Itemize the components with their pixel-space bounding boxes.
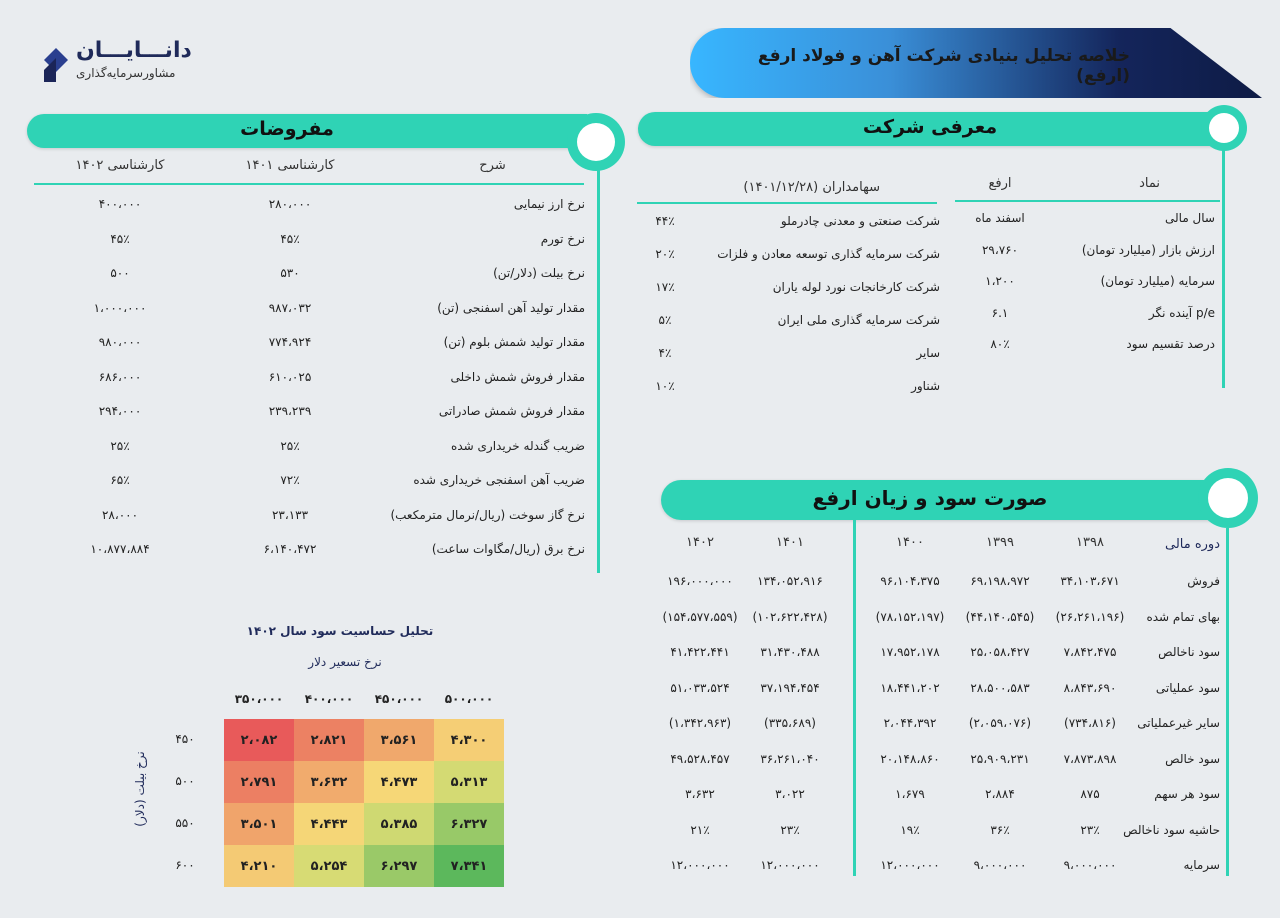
heatmap-cell: ۲،۰۸۲ xyxy=(224,719,294,761)
heatmap-cell: ۲،۸۲۱ xyxy=(294,719,364,761)
assumption-1402: ۴۵٪ xyxy=(110,231,130,246)
shareholder-pct: ۲۰٪ xyxy=(655,247,675,261)
heatmap-cell: ۵،۳۱۳ xyxy=(434,761,504,803)
income-value: ۳۶٪ xyxy=(990,822,1010,837)
income-value: ۹،۰۰۰،۰۰۰ xyxy=(973,858,1027,872)
assumption-1402: ۲۵٪ xyxy=(110,438,130,453)
assumption-1401: ۷۲٪ xyxy=(280,473,300,487)
income-value: ۲۵،۹۰۹،۲۳۱ xyxy=(970,751,1030,766)
assumption-label: نرخ بیلت (دلار/تن) xyxy=(493,266,585,280)
company-divider xyxy=(1222,150,1225,388)
income-row-label: سرمایه xyxy=(1183,858,1220,872)
assumption-1402: ۶۸۶،۰۰۰ xyxy=(98,369,142,384)
assumption-1402: ۵۰۰ xyxy=(110,266,130,280)
income-value: ۹،۰۰۰،۰۰۰ xyxy=(1063,858,1117,872)
assumptions-divider xyxy=(597,168,600,573)
assumption-1401: ۹۸۷،۰۳۲ xyxy=(268,300,312,315)
income-value: ۱۸،۴۴۱،۲۰۲ xyxy=(880,680,940,695)
income-row-label: سود خالص xyxy=(1165,751,1220,766)
heatmap-cell: ۶،۲۹۷ xyxy=(364,845,434,887)
sensitivity-col-axis-label: نرخ تسعیر دلار xyxy=(308,655,382,669)
shareholder-pct: ۴٪ xyxy=(658,346,672,360)
income-divider-mid xyxy=(853,520,856,876)
sensitivity-col-value: ۴۰۰،۰۰۰ xyxy=(304,692,354,706)
shareholder-pct: ۴۴٪ xyxy=(655,214,675,228)
assumption-1401: ۲۸۰،۰۰۰ xyxy=(268,197,312,211)
income-value: (۲،۰۵۹،۰۷۶) xyxy=(968,716,1032,730)
income-value: (۷۸،۱۵۲،۱۹۷) xyxy=(875,609,945,624)
shareholder-name: شرکت سرمایه گذاری ملی ایران xyxy=(777,313,940,327)
heatmap-cell: ۴،۴۴۳ xyxy=(294,803,364,845)
income-row-label: سود ناخالص xyxy=(1158,645,1220,659)
assumptions-header-underline xyxy=(34,183,584,185)
income-period-label: دوره مالی xyxy=(1164,537,1220,552)
shareholder-name: شرکت سرمایه گذاری توسعه معادن و فلزات xyxy=(717,247,940,261)
sensitivity-row-value: ۴۵۰ xyxy=(175,732,195,746)
income-year-header: ۱۴۰۲ xyxy=(686,535,714,550)
symbol-underline xyxy=(955,200,1220,202)
shareholder-pct: ۱۷٪ xyxy=(655,280,675,294)
income-value: (۴۴،۱۴۰،۵۴۵) xyxy=(965,609,1035,624)
shareholder-name: سایر xyxy=(916,346,940,360)
symbol-label: نماد xyxy=(1139,176,1160,191)
income-value: ۲۵،۰۵۸،۴۲۷ xyxy=(970,645,1030,659)
income-value: ۱۷،۹۵۲،۱۷۸ xyxy=(880,645,940,659)
income-value: ۲۳٪ xyxy=(1080,822,1100,837)
income-value: ۷،۸۷۳،۸۹۸ xyxy=(1063,751,1117,766)
assumption-1402: ۶۵٪ xyxy=(110,473,130,487)
income-value: ۶۹،۱۹۸،۹۷۲ xyxy=(970,574,1030,588)
income-year-header: ۱۳۹۹ xyxy=(986,535,1014,550)
income-ring-icon xyxy=(1198,468,1258,528)
heatmap-cell: ۵،۲۵۴ xyxy=(294,845,364,887)
income-value: (۱۵۴،۵۷۷،۵۵۹) xyxy=(662,609,738,624)
company-info-label: سرمایه (میلیارد تومان) xyxy=(1100,274,1215,288)
shareholders-title: سهامداران (۱۴۰۱/۱۲/۲۸) xyxy=(743,180,880,195)
income-value: (۱،۳۴۲،۹۶۳) xyxy=(668,716,732,730)
income-value: ۲۳٪ xyxy=(780,822,800,837)
income-value: ۳۷،۱۹۴،۴۵۴ xyxy=(760,680,820,695)
income-value: (۳۳۵،۶۸۹) xyxy=(764,716,816,730)
shareholder-name: شناور xyxy=(911,379,940,393)
income-value: ۳،۶۳۲ xyxy=(685,787,715,801)
shareholder-name: شرکت کارخانجات نورد لوله یاران xyxy=(772,280,940,294)
assumption-1401: ۶،۱۴۰،۴۷۲ xyxy=(263,542,317,556)
assumptions-col-1401: کارشناسی ۱۴۰۱ xyxy=(245,158,335,173)
heatmap-cell: ۶،۳۲۷ xyxy=(434,803,504,845)
income-value: (۷۳۴،۸۱۶) xyxy=(1064,716,1116,730)
heatmap-cell: ۳،۵۶۱ xyxy=(364,719,434,761)
income-value: ۴۱،۴۲۲،۴۴۱ xyxy=(670,645,730,659)
sensitivity-row-value: ۵۵۰ xyxy=(175,816,195,830)
sensitivity-row-axis-label: نرخ بیلت (دلار) xyxy=(133,751,147,827)
company-info-value: ۱،۲۰۰ xyxy=(985,274,1015,288)
income-value: ۱۳۴،۰۵۲،۹۱۶ xyxy=(757,574,823,588)
shareholder-pct: ۵٪ xyxy=(658,313,672,327)
logo-mark-icon xyxy=(40,40,70,86)
assumption-label: ضریب گندله خریداری شده xyxy=(451,438,585,453)
logo-subtitle: مشاورسرمایه‌گذاری xyxy=(76,66,176,80)
income-value: ۱،۶۷۹ xyxy=(895,787,925,801)
company-info-value: ۸۰٪ xyxy=(990,337,1010,351)
income-value: ۳،۰۲۲ xyxy=(775,787,805,801)
assumption-label: نرخ برق (ریال/مگاوات ساعت) xyxy=(431,542,585,556)
assumption-1401: ۲۳،۱۳۳ xyxy=(271,507,309,522)
income-value: ۳۶،۲۶۱،۰۴۰ xyxy=(760,751,820,766)
shareholder-pct: ۱۰٪ xyxy=(655,379,675,393)
assumption-label: مقدار تولید آهن اسفنجی (تن) xyxy=(437,300,585,315)
company-ring-icon xyxy=(1201,105,1247,151)
assumption-label: نرخ تورم xyxy=(540,231,585,246)
heatmap-cell: ۴،۴۷۳ xyxy=(364,761,434,803)
income-year-header: ۱۴۰۰ xyxy=(896,535,924,550)
assumption-label: نرخ ارز نیمایی xyxy=(513,197,585,211)
assumption-1401: ۲۳۹،۲۳۹ xyxy=(268,404,312,418)
company-info-value: اسفند ماه xyxy=(975,211,1025,225)
income-value: ۸۷۵ xyxy=(1080,787,1100,801)
income-value: ۱۲،۰۰۰،۰۰۰ xyxy=(670,858,730,872)
income-year-header: ۱۴۰۱ xyxy=(776,535,804,550)
income-value: ۱۲،۰۰۰،۰۰۰ xyxy=(760,858,820,872)
income-value: (۱۰۲،۶۲۲،۴۲۸) xyxy=(752,609,828,624)
assumption-1402: ۲۹۴،۰۰۰ xyxy=(98,404,142,418)
sensitivity-row-value: ۵۰۰ xyxy=(175,774,195,788)
sensitivity-col-value: ۴۵۰،۰۰۰ xyxy=(374,692,424,706)
income-value: ۹۶،۱۰۴،۳۷۵ xyxy=(880,574,940,588)
income-value: ۲،۸۸۴ xyxy=(985,787,1015,801)
assumption-label: نرخ گاز سوخت (ریال/نرمال مترمکعب) xyxy=(390,507,585,522)
symbol-value: ارفع xyxy=(988,176,1012,191)
sensitivity-row-value: ۶۰۰ xyxy=(175,858,195,872)
heatmap-cell: ۷،۳۴۱ xyxy=(434,845,504,887)
company-info-label: ارزش بازار (میلیارد تومان) xyxy=(1081,242,1215,257)
assumption-1402: ۴۰۰،۰۰۰ xyxy=(98,197,142,211)
heatmap-cell: ۲،۷۹۱ xyxy=(224,761,294,803)
heatmap-cell: ۵،۳۸۵ xyxy=(364,803,434,845)
income-row-label: سود هر سهم xyxy=(1154,787,1220,801)
heatmap-cell: ۴،۲۱۰ xyxy=(224,845,294,887)
assumption-label: مقدار فروش شمش داخلی xyxy=(450,369,585,384)
company-info-label: درصد تقسیم سود xyxy=(1126,337,1215,351)
assumption-label: ضریب آهن اسفنجی خریداری شده xyxy=(413,473,585,487)
shareholders-underline xyxy=(637,202,937,204)
company-info-label: p/e آینده نگر xyxy=(1148,305,1215,320)
income-value: ۲،۰۴۴،۳۹۲ xyxy=(883,716,937,730)
shareholder-name: شرکت صنعتی و معدنی چادرملو xyxy=(780,214,940,228)
company-info-label: سال مالی xyxy=(1165,211,1215,225)
income-row-label: سایر غیرعملیاتی xyxy=(1137,716,1220,730)
income-row-label: بهای تمام شده xyxy=(1146,609,1220,624)
income-title: صورت سود و زیان ارفع xyxy=(812,486,1048,510)
income-value: ۱۹۶،۰۰۰،۰۰۰ xyxy=(667,574,733,588)
assumption-1402: ۱،۰۰۰،۰۰۰ xyxy=(93,300,147,315)
assumption-1402: ۹۸۰،۰۰۰ xyxy=(98,335,142,349)
income-value: ۲۱٪ xyxy=(690,822,710,837)
income-year-header: ۱۳۹۸ xyxy=(1076,535,1104,550)
income-value: ۲۸،۵۰۰،۵۸۳ xyxy=(970,680,1030,695)
income-value: ۲۰،۱۴۸،۸۶۰ xyxy=(880,751,940,766)
logo-name: دانـــایـــان xyxy=(76,38,192,63)
income-divider-right xyxy=(1226,528,1229,876)
assumptions-col-desc: شرح xyxy=(479,158,506,173)
assumption-label: مقدار تولید شمش بلوم (تن) xyxy=(443,335,585,349)
assumption-1401: ۴۵٪ xyxy=(280,231,300,246)
income-value: ۳۱،۴۳۰،۴۸۸ xyxy=(760,645,820,659)
income-value: (۲۶،۲۶۱،۱۹۶) xyxy=(1055,609,1125,624)
assumptions-title: مفروضات xyxy=(240,118,334,140)
company-info-value: ۲۹،۷۶۰ xyxy=(981,242,1019,257)
income-value: ۱۹٪ xyxy=(900,822,920,837)
income-value: ۵۱،۰۳۳،۵۲۴ xyxy=(670,680,730,695)
income-value: ۸،۸۴۳،۶۹۰ xyxy=(1063,680,1117,695)
assumption-1401: ۷۷۴،۹۲۴ xyxy=(268,335,312,349)
assumptions-col-1402: کارشناسی ۱۴۰۲ xyxy=(75,158,165,173)
heatmap-cell: ۴،۳۰۰ xyxy=(434,719,504,761)
income-row-label: حاشیه سود ناخالص xyxy=(1123,822,1220,837)
brand-logo xyxy=(40,38,190,88)
sensitivity-col-value: ۳۵۰،۰۰۰ xyxy=(234,692,284,706)
sensitivity-title: تحلیل حساسیت سود سال ۱۴۰۲ xyxy=(246,624,434,638)
assumption-1401: ۲۵٪ xyxy=(280,438,300,453)
heatmap-cell: ۳،۵۰۱ xyxy=(224,803,294,845)
company-title: معرفی شرکت xyxy=(862,116,998,138)
income-value: ۳۴،۱۰۳،۶۷۱ xyxy=(1060,574,1120,588)
income-row-label: سود عملیاتی xyxy=(1155,680,1220,695)
company-info-value: ۶.۱ xyxy=(991,305,1009,320)
assumption-1401: ۶۱۰،۰۲۵ xyxy=(268,369,312,384)
income-row-label: فروش xyxy=(1187,574,1220,588)
page-title: خلاصه تحلیل بنیادی شرکت آهن و فولاد ارفع (ارفع) xyxy=(757,46,1130,86)
heatmap-cell: ۳،۶۳۲ xyxy=(294,761,364,803)
assumption-1402: ۲۸،۰۰۰ xyxy=(101,507,139,522)
assumption-1401: ۵۳۰ xyxy=(280,266,300,280)
sensitivity-col-value: ۵۰۰،۰۰۰ xyxy=(444,692,494,706)
assumption-label: مقدار فروش شمش صادراتی xyxy=(438,404,585,418)
assumption-1402: ۱۰،۸۷۷،۸۸۴ xyxy=(90,542,150,556)
income-value: ۷،۸۴۲،۴۷۵ xyxy=(1063,645,1117,659)
income-value: ۱۲،۰۰۰،۰۰۰ xyxy=(880,858,940,872)
income-value: ۴۹،۵۲۸،۴۵۷ xyxy=(670,751,730,766)
